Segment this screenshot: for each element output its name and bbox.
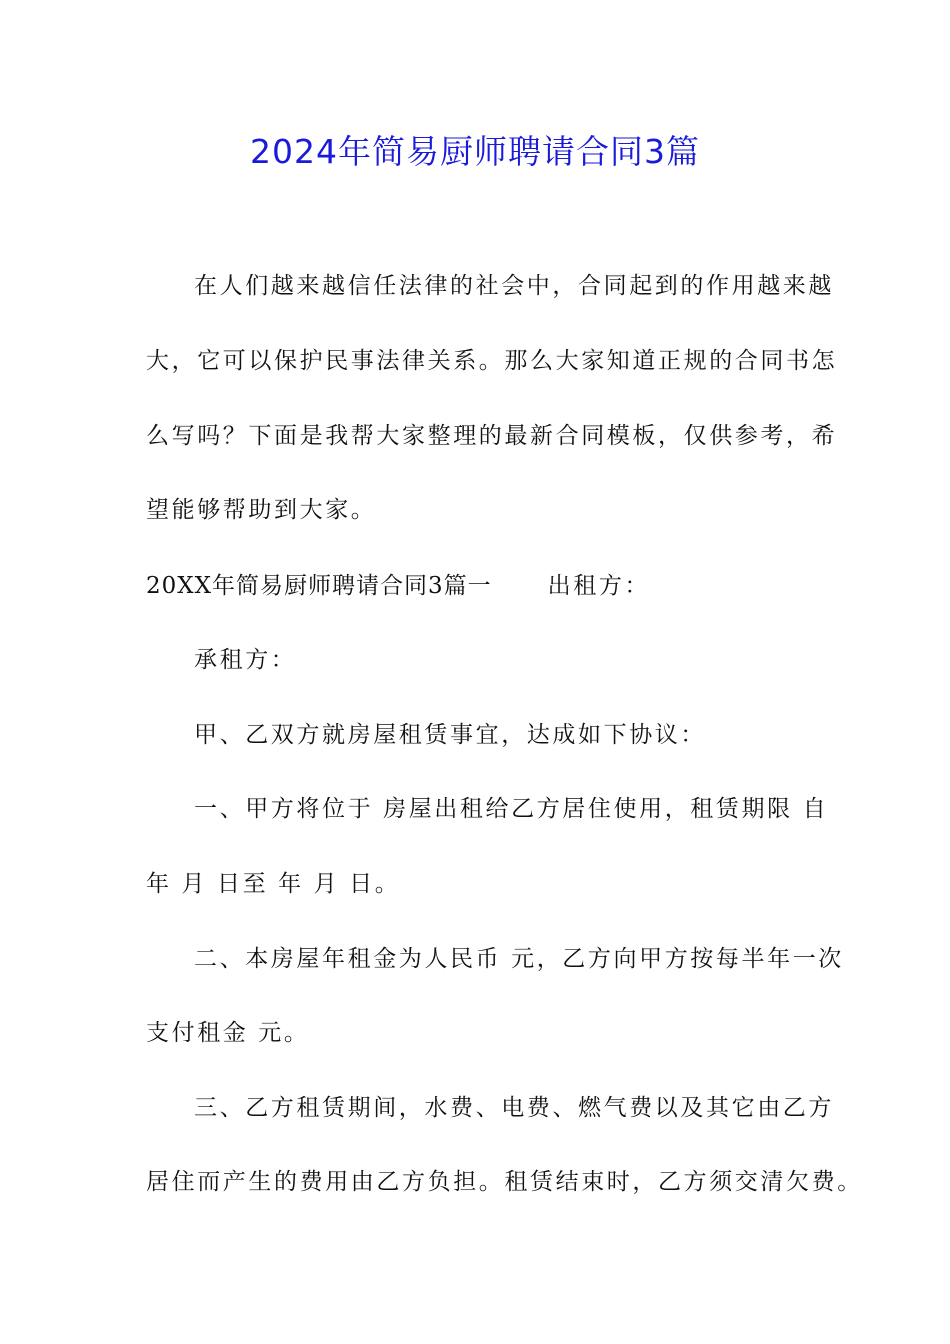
agreement-intro: 甲、乙双方就房屋租赁事宜，达成如下协议： [194, 722, 706, 748]
clause-3-line-1: 三、乙方租赁期间，水费、电费、燃气费以及其它由乙方 [194, 1095, 834, 1121]
intro-line-2: 大，它可以保护民事法律关系。那么大家知道正规的合同书怎 [146, 348, 838, 374]
lessee-label: 承租方： [194, 647, 297, 673]
section-heading-row [146, 566, 650, 606]
clause-2-line-2: 支付租金 元。 [146, 1020, 310, 1046]
clause-1-line-1: 一、甲方将位于 房屋出租给乙方居住使用，租赁期限 自 [194, 796, 829, 822]
lessor-label: 出租方： [547, 573, 651, 599]
intro-line-1: 在人们越来越信任法律的社会中，合同起到的作用越来越 [194, 273, 834, 299]
clause-1-line-2: 年 月 日至 年 月 日。 [146, 871, 401, 897]
section-heading: 20XX年简易厨师聘请合同3篇一 [146, 573, 492, 599]
intro-line-4: 望能够帮助到大家。 [146, 497, 377, 523]
clause-2-line-1: 二、本房屋年租金为人民币 元，乙方向甲方按每半年一次 [194, 946, 844, 972]
intro-line-3: 么写吗？下面是我帮大家整理的最新合同模板，仅供参考，希 [146, 423, 838, 449]
clause-3-line-2: 居住而产生的费用由乙方负担。租赁结束时，乙方须交清欠费。 [146, 1169, 863, 1195]
document-title: 2024年简易厨师聘请合同3篇 [250, 132, 700, 171]
